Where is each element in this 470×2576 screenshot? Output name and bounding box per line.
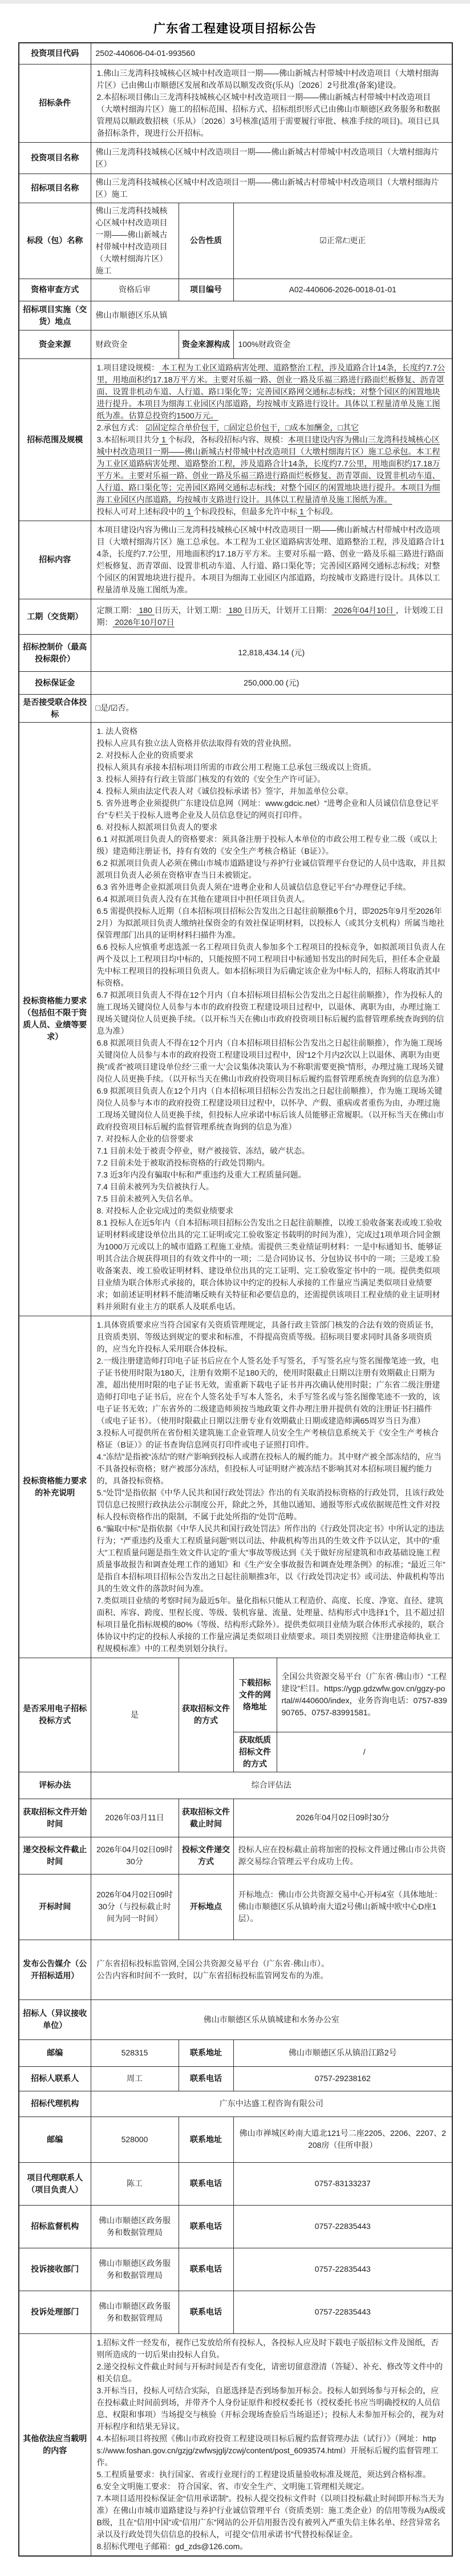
phone-value: 0757-22835443 xyxy=(233,2291,452,2333)
row-project-code xyxy=(19,43,452,64)
field-label: 联系电话 xyxy=(179,2291,233,2333)
row-other xyxy=(19,2333,452,2556)
complaint-recv-value: 佛山市顺德区政务服务和数据管理局 xyxy=(91,2248,179,2291)
opening-time-value: 2026年04月02日09时30分（与投标截止时间为同一时间） xyxy=(91,1874,179,1940)
field-label: 招标人（异议接收单位） xyxy=(19,1999,91,2039)
field-value: 1.项目建设规模： 本工程为工业区道路病害处理、道路整治工程，涉及道路合计14条，长度约7.7公里，用地面积约17.18万平方米。主要对乐福一路、创业一路及乐福三路进行路面烂板修复、沥青罩面、设置非机动车道、人行道、路口渠化等；完善园区路网交通标志标线；对整个园区的闲置地块进行提升。本项目为细海工业园区内部道路，均按城市支路进行设计。具体以工程量清单及施工图纸为准。估算总投资约1500万元。 2.承包方式： ☑固定综合单价包干，□固定总价包干，□成本加酬金，□其它 3.本招标项目共分 1 个标段，各标段招标内容、规模：本项目建设内容为佛山三龙湾科技城核心区城中村改造项目一期——佛山新城古村带城中村改造项目（大墩村细海片区）施工总承包。本工程为工业区道路病害处理、道路整治工程，涉及道路合计14条，长度约7.7公里，用地面积约17.18万平方米。主要对乐福一路、创业一路及乐福三路进行路面烂板修复、沥青罩面、设置非机动车道、人行道、路口渠化等；完善园区路网交通标志标线；对整个园区的闲置地块进行提升。本项目为细海工业园区内部道路，均按城市支路进行设计。具体以工程量清单及施工图纸为准。 投标人可对上述标段中的 1 个标段投标，但最多允许中标 1 个标段。 xyxy=(91,358,452,521)
row-tender-name xyxy=(19,174,452,203)
field-label: 投标文件递交方式 xyxy=(179,1837,233,1874)
field-label: 邮编 xyxy=(19,2117,91,2162)
field-label: 项目编号 xyxy=(179,279,233,301)
field-label: 邮编 xyxy=(19,2039,91,2066)
opening-place-value: 开标地点：佛山市公共资源交易中心开标4室（具体地址：佛山市顺德区乐从镇岭南大道2号佛山新城中欧中心D座1层）。 xyxy=(233,1874,452,1940)
page-top-strip xyxy=(0,0,470,3)
field-label: 投标资格能力要求（包括但不限于资质人员、业绩等要求） xyxy=(19,722,91,1316)
field-value: 财政资金 xyxy=(91,330,179,358)
tenderer-value: 佛山市顺德区乐从镇城建和水务办公室 xyxy=(91,1999,452,2039)
field-value: 佛山市顺德区乐从镇 xyxy=(91,301,452,330)
obtain-start-value: 2026年03月11日 xyxy=(91,1799,179,1837)
field-label: 获取招标文件的方式 xyxy=(179,1658,233,1772)
row-supervisor xyxy=(19,2205,452,2248)
field-label: 下载招标文件的网络地址 xyxy=(233,1658,277,1732)
field-label: 投标保证金 xyxy=(19,671,91,694)
row-tenderer-contact xyxy=(19,2066,452,2091)
field-label: 联系地址 xyxy=(179,2117,233,2162)
contact-name-value: 陈工 xyxy=(91,2162,179,2205)
field-value: 2502-440606-04-01-993560 xyxy=(91,43,452,64)
row-submit-deadline xyxy=(19,1837,452,1874)
field-label: 招标代理机构 xyxy=(19,2091,91,2117)
field-label: 发布公告媒介（公开招标适用） xyxy=(19,1940,91,1999)
row-obtain-time xyxy=(19,1799,452,1837)
field-value: 本项目建设内容为佛山三龙湾科技城核心区城中村改造项目一期——佛山新城古村带城中村改造项目（大墩村细海片区）施工总承包。本工程为工业区道路病害处理、道路整治工程，涉及道路合计14条，长度约7.7公里，用地面积约17.18万平方米。主要对乐福一路、创业一路及乐福三路进行路面烂板修复、沥青罩面、设置非机动车道、人行道、路口渠化等；完善园区路网交通标志标线；对整个园区的闲置地块进行提升。本项目为细海工业园区内部道路，均按城市支路进行设计。具体以工程量清单及施工图纸为准。 xyxy=(91,521,452,599)
field-label: 开标地点 xyxy=(179,1874,233,1940)
row-opening xyxy=(19,1874,452,1940)
field-label: 招标范围及规模 xyxy=(19,358,91,521)
field-label: 获取招标文件开始时间 xyxy=(19,1799,91,1837)
row-complaint-receiving xyxy=(19,2248,452,2291)
row-postcode-agency xyxy=(19,2117,452,2162)
field-label: 招标控制价（最高投标限价） xyxy=(19,634,91,671)
field-label: 是否采用电子招标投标方式 xyxy=(19,1658,91,1772)
obtain-end-value: 2026年04月02日09时30分 xyxy=(233,1799,452,1837)
row-e-bidding xyxy=(19,1658,452,1732)
field-label: 项目代理联系人（项目负责人） xyxy=(19,2162,91,2205)
field-label: 投诉接收部门 xyxy=(19,2248,91,2291)
row-location xyxy=(19,301,452,330)
supervisor-value: 佛山市顺德区政务服务和数据管理局 xyxy=(91,2205,179,2248)
field-label: 获取纸质招标文件的方式 xyxy=(233,1732,277,1772)
e-bidding-value: 是 xyxy=(91,1658,179,1772)
field-value: 1.佛山三龙湾科技城核心区城中村改造项目一期——佛山新城古村带城中村改造项目（大墩村细海片区）已由佛山市顺德区发展和改革局以顺发改资(乐从)〔2026〕2号批准(备案)建设。 2.本招标项目佛山三龙湾科技城核心区城中村改造项目一期——佛山新城古村带城中村改造项目（大墩村细海片区）施工的招标范围、招标方式、招标组织形式已由佛山市顺德区政务服务和数据管理局以顺政数招核（乐从）〔2026〕3号核准(适用于需要履行审批、核准手续的项目)。项目已具备招标条件，现进行公开招标。 xyxy=(91,64,452,142)
announcement-table xyxy=(18,42,453,2557)
field-label: 招标人联系人 xyxy=(19,2066,91,2091)
row-funds xyxy=(19,330,452,358)
complaint-handle-value: 佛山市顺德区政务服务和数据管理局 xyxy=(91,2291,179,2333)
field-label: 是否接受联合体投标 xyxy=(19,694,91,722)
phone-value: 0757-83133237 xyxy=(233,2162,452,2205)
field-label: 招标条件 xyxy=(19,64,91,142)
row-qualification-requirements xyxy=(19,722,452,1316)
row-control-price xyxy=(19,634,452,671)
field-label: 资格审查方式 xyxy=(19,279,91,301)
funds-composition-value: 100%财政资金 xyxy=(233,330,452,358)
field-label: 获取招标文件截止时间 xyxy=(179,1799,233,1837)
field-label: 联系地址 xyxy=(179,2039,233,2066)
field-value: 广东省招标投标监管网,全国公共资源交易平台（广东省·佛山市）。 公告内容和时间不一致时，以广东省招标投标监管网发布的为准。 xyxy=(91,1940,452,1999)
postcode-value: 528315 xyxy=(91,2039,179,2066)
bid-bond-value: 250,000.00 (元) xyxy=(91,671,452,694)
field-label: 开标时间 xyxy=(19,1874,91,1940)
field-label: 招标项目实施（交货）地点 xyxy=(19,301,91,330)
field-value: 佛山三龙湾科技城核心区城中村改造项目一期——佛山新城古村带城中村改造项目（大墩村细海片区）施工 xyxy=(91,203,179,279)
row-postcode-tenderer xyxy=(19,2039,452,2066)
phone-value: 0757-22835443 xyxy=(233,2205,452,2248)
evaluation-method-value: 综合评估法 xyxy=(91,1772,452,1799)
paper-method-value: / xyxy=(277,1732,452,1772)
control-price-value: 12,818,434.14 (元) xyxy=(91,634,452,671)
page-title: 广东省工程建设项目招标公告 xyxy=(153,22,317,35)
row-agency-contact xyxy=(19,2162,452,2205)
address-value: 佛山市顺德区乐从镇沿江路2号 xyxy=(233,2039,452,2066)
field-label: 投标资格能力要求的补充说明 xyxy=(19,1316,91,1658)
row-bid-bond xyxy=(19,671,452,694)
submit-method-value: 投标人应在投标截止前将加密的投标文件通过佛山市公共资源交易综合管理云平台成功上传。 xyxy=(233,1837,452,1874)
row-media xyxy=(19,1940,452,1999)
field-value: 资格后审 xyxy=(91,279,179,301)
row-complaint-handling xyxy=(19,2291,452,2333)
row-duration xyxy=(19,599,452,634)
field-value: 佛山三龙湾科技城核心区城中村改造项目一期——佛山新城古村带城中村改造项目（大墩村细海片区）施工 xyxy=(91,174,452,203)
field-value: 定额工期： 180 日历天，计划工期： 180 日历天，计划开工日期： 2026年04月10日 ，计划竣工日期： 2026年10月07日 xyxy=(91,599,452,634)
postcode-value: 528000 xyxy=(91,2117,179,2162)
row-conditions xyxy=(19,64,452,142)
row-tenderer xyxy=(19,1999,452,2039)
field-label: 联系电话 xyxy=(179,2205,233,2248)
project-number-value: A02-440606-2026-0018-01-01 xyxy=(233,279,452,301)
field-label: 招标内容 xyxy=(19,521,91,599)
field-label: 公告性质 xyxy=(179,203,233,279)
row-qualification-review xyxy=(19,279,452,301)
row-scope xyxy=(19,358,452,521)
row-consortium xyxy=(19,694,452,722)
field-label: 标段（包）名称 xyxy=(19,203,91,279)
field-label: 其他依法应当载明的内容 xyxy=(19,2333,91,2556)
agency-value: 广东中达盛工程咨询有限公司 xyxy=(91,2091,452,2117)
row-invest-name xyxy=(19,142,452,174)
field-label: 联系电话 xyxy=(179,2066,233,2091)
field-label: 资金来源 xyxy=(19,330,91,358)
field-label: 投资项目名称 xyxy=(19,142,91,174)
field-label: 联系电话 xyxy=(179,2162,233,2205)
row-agency xyxy=(19,2091,452,2117)
row-content xyxy=(19,521,452,599)
field-label: 递交投标文件截止时间 xyxy=(19,1837,91,1874)
field-value: 1.具体资质要求应当符合国家有关资质管理规定，具备行政主管部门核发的合法有效的资质证书，且资质类别、等级达到规定的要求和标准，不得提高资质等级。招标项目要求同时具备多项资质的，应当允许投标人采用联合体投标。 2.一级注册建造师打印电子证书后应在个人签名处手写签名，手写签名应与签名图像笔迹一致，电子证书使用时限为180天，注册有效期不足180天的，使用时限截止日期以注册有效期截止日期为准，超出使用时限的电子证书无效，需重新下载电子证书并再次确认使用时限；广东省二级注册建造师打印电子证书后，应在个人签名处手写本人签名，未手写签名或与签名图像笔迹不一致的，该电子证书无效；广东省外的二级建造师须按当地政策文件办理注册并提供有效的注册证书扫描件（或电子证书）。（使用时限截止日期以注册专业有效期截止日期或建造师满65周岁当日为准） 3.投标人可提供所在省份相关建筑施工企业管理人员安全生产考核信息系统关于《安全生产考核合格证（B证）》的证书查询信息网页打印件或电子证照打印件。 4.“冻结”是指被“冻结”的财产影响到投标人或潜在投标人的履约能力。其中财产被全部冻结的，应当不具备投标资格；财产被部分冻结，但投标人可证明财产被冻结不影响其对本招标项目履约能力的，具备投标资格。 5.“处罚”是指依据《中华人民共和国行政处罚法》作出的有关取消投标资格的行政处罚，且该行政处罚信息已按照行政执法公示制度公开，除此之外，其他以通知、通报等形式或依据规范性文件对投标人投标资格作出的限制，不属于此处所指的“处罚”范畴。 6.“骗取中标”是指依据《中华人民共和国行政处罚法》所作出的《行政处罚决定书》中所认定的违法行为；“严重违约及重大工程质量问题”则以司法、仲裁机构等出具的生效文件予以认定，其中的“重大”工程质量问题是指生效文件认定的“重大”事故等级达到《关于做好房屋建筑和市政基础设施工程质量事故报告和调查处理工作的通知》和《生产安全事故报告和调查处理条例》的标准；“最近三年”是指自本招标项目招标公告发出之日起往前顺推3年，以《行政处罚决定书》或司法、仲裁机构等出具的生效文件的落款时间为准。 7.类似项目业绩的考察时间为最近5年。量化指标只能从工程造价、高度、长度、净宽、直径、建筑面积、库容、跨度、里程长度、等级、装机容量、流量、处理量、结构形式中选择1个，且不超过招标项目量化指标规模的80%（等级、结构形式除外）。提供类似项目业绩为联合体形式承接的，联合体协议中约定的投标人承接的工作量应满足类似项目业绩要求。项目类别按照《注册建造师执业工程规模标准》中的工程类别划分执行。 xyxy=(91,1316,452,1658)
field-value: 1. 法人资格 投标人应具有独立法人资格并依法取得有效的营业执照。 2. 对投标人企业的资质要求 投标人须具有承接本招标项目所需的市政公用工程施工总承包三级或以上资质。 3. 投标人须持有行政主管部门核发的有效的《安全生产许可证》。 4. 投标人须由法定代表人对《诚信投标承诺书》签字，并加盖单位公章。 5. 省外进粤企业须提供广东建设信息网（网址：www.gdcic.net）“进粤企业和人员诚信信息登记平台”专栏关于投标人进粤企业及人员信息登记的网页打印件。 6. 对投标人拟派项目负责人的要求 6.1 对拟派项目负责人的资格要求：须具备注册于投标人本单位的市政公用工程专业二级（或以上级）建造师注册证书，持有有效的《安全生产考核合格证（B证）》。 6.2 拟派项目负责人必须在佛山市城市道路建设与养护行业诚信管理平台登记的人员中选取，并且拟派项目负责人必须在资格审查当日未被锁定。 6.3 省外进粤企业拟派项目负责人须在“进粤企业和人员诚信信息登记平台”办理登记手续。 6.4 拟派项目负责人没有在其他在建项目中担任项目负责人。 6.5 需提供投标人近期（自本招标项目招标公告发出之日起往前顺推6个月，即2025年9月至2026年2月）为拟派项目负责人缴纳社保资金的有效社保证明材料，以投标人（或其分支机构）所属当地社保管理部门出具的证明材料扫描件为准。 6.6 投标人应慎重考虑选派一名工程项目负责人参加多个工程项目的投标竞争，如拟派项目负责人在两个及以上工程项目均中标的，只能按照不同工程项目中标通知书发出的时间先后，担任本企业最先中标工程项目的投标项目负责人。如本招标项目为后确定该企业为中标人的，招标人将取消其中标资格。 6.7 拟派项目负责人不得在12个月内（自本招标项目招标公告发出之日起往前顺推），作为投标人的施工现场关键岗位人员参与本市的政府投资工程建设项目过程中，以退休、离职为由，办理过施工现场关键岗位人员更换手续。（以开标当天在佛山市政府投资项目标后履约监督管理系统查询到的信息为准） 6.8 拟派项目负责人不得在12个月内（自本招标项目招标公告发出之日起往前顺推），作为施工现场关键岗位人员参与本市的政府投资工程建设项目过程中，因“12个月内2次以上以退休、离职为由更换”或者“被项目建设单位经‘三重一大’会议集体决策认为不称职需要更换”情形，办理过施工现场关键岗位人员更换手续。（以开标当天在佛山市政府投资项目标后履约监督管理系统查询到的信息为准） 6.9 拟派项目负责人在12个月内（自本招标项目招标公告发出之日起往前顺推），作为施工现场关键岗位人员参与本市的政府投资工程建设项目过程中，以怀孕、产假、重病或者重伤为由，办理过施工现场关键岗位人员更换手续，但投标人应承诺中标后该人员能够正常履职。（以开标当天在佛山市政府投资项目标后履约监督管理系统查询到的信息为准） 7. 对投标人企业的信誉要求 7.1 目前未处于被责令停业，财产被接管、冻结，破产状态。 7.2 目前未处于被取消投标资格的行政处罚期内。 7.3 近3年内没有骗取中标和严重违约及重大工程质量问题。 7.4 目前未被列为失信被执行人。 7.5 目前未被列入失信名单。 8. 对投标人企业完成过的类似业绩要求 8.1 投标人在近5年内（自本招标项目招标公告发出之日起往前顺推，以竣工验收备案表或竣工验收证明材料或建设单位出具的完工证明或完工验收鉴定书载明的时间为准），完成过1项单项合同金额为1000万元或以上的城市道路工程施工业绩。需提供三类业绩证明材料：一是中标通知书、能够证明其合法合规获得项目的有效文件中的一项；二是合同协议书、分包协议书中的一项；三是竣工验收备案表、竣工验收证明材料、建设单位出具的完工证明、完工验收鉴定书中的一项。提供类似项目业绩为联合体形式承接的，联合体协议中约定的投标人承接的工作量应当满足类似项目业绩要求；如前述证明材料不能清晰反映有关特征和必要信息的，还需提供该项目工程业绩的业主证明材料并须附有业主方的联系人及联系电话。 xyxy=(91,722,452,1316)
address-value: 佛山市禅城区岭南大道北121号二座2205、2206、2207、2208房（住所申报） xyxy=(233,2117,452,2162)
row-qualification-supplement xyxy=(19,1316,452,1658)
field-value: 佛山三龙湾科技城核心区城中村改造项目一期——佛山新城古村带城中村改造项目（大墩村细海片区） xyxy=(91,142,452,174)
row-evaluation xyxy=(19,1772,452,1799)
field-label: 评标办法 xyxy=(19,1772,91,1799)
field-label: 招标项目名称 xyxy=(19,174,91,203)
field-label: 投资项目代码 xyxy=(19,43,91,64)
phone-value: 0757-29238162 xyxy=(233,2066,452,2091)
field-label: 资金来源构成 xyxy=(179,330,233,358)
contact-name-value: 周工 xyxy=(91,2066,179,2091)
field-label: 投诉处理部门 xyxy=(19,2291,91,2333)
notice-nature-value: ☑正常/□更正 xyxy=(233,203,452,279)
consortium-value: □是/☑否。 xyxy=(91,694,452,722)
field-label: 联系电话 xyxy=(179,2248,233,2291)
download-url-value: 全国公共资源交易平台（广东省·佛山市）“工程建设”栏目。https://ygp.gdzwfw.gov.cn/ggzy-portal/#/440600/index，业务咨询电话：0757-83990765、0757-83991581。 xyxy=(277,1658,452,1732)
field-label: 工期（交货期） xyxy=(19,599,91,634)
submit-deadline-value: 2026年04月02日09时30分 xyxy=(91,1837,179,1874)
field-label: 招标监督机构 xyxy=(19,2205,91,2248)
row-section-name xyxy=(19,203,452,279)
field-value: 1.招标文件一经发布，视作已发放给所有投标人，各投标人应及时下载电子版招标文件及图纸，否则所造成的一切后果由投标人自负。 2.递交投标文件截止时间与开标时间是否有变化，请密切留意澄清（答疑）、补充、修改等文件中的相关信息。 3.开标当日，投标人可结合实际，自愿选择是否到场参加开标会。投标人如到场参与开标会的，应在投标截止时间前到场，并带齐个人身份证原件和授权委托书（授权委托书应当明确授权的人员信息、权限和事项）当场提交与核验（开标会现场查验后当场退还）；投标人未参加开标会的，视为对开标程序和结果无异议。 4.本招标项目将按照《佛山市政府投资工程建设项目标后履约监督管理办法（试行）》（网址：https://www.foshan.gov.cn/gzjg/zwfwsjglj/zcwj/content/post_6093574.html）开展标后履约监督管理工作。 5.工程质量要求：执行国家、省或行业现行的工程建设质量验收标准及规范，须达到合格标准。 6.安全文明施工要求： 符合国家、省、市安全生产、文明施工管理相关规定。 7.本项目适用投标保证金“信用承诺制”。投标人提交投标文件时（以项目投标截止时间即开标当天为准）在佛山市城市道路建设与养护行业诚信管理平台（资质类别：施工类企业）的信用等级为A级或 B级，且在“信用中国”或“信用广东”网站的公开信用报告没有被列入严重失信主体名单、经营异常名录以及行政处罚失信信息的投标人，可提交“信用承诺书”代替投标保证金。 8.招标代理电子邮箱：gd_zds@126.com。 xyxy=(91,2333,452,2556)
phone-value: 0757-22835443 xyxy=(233,2248,452,2291)
